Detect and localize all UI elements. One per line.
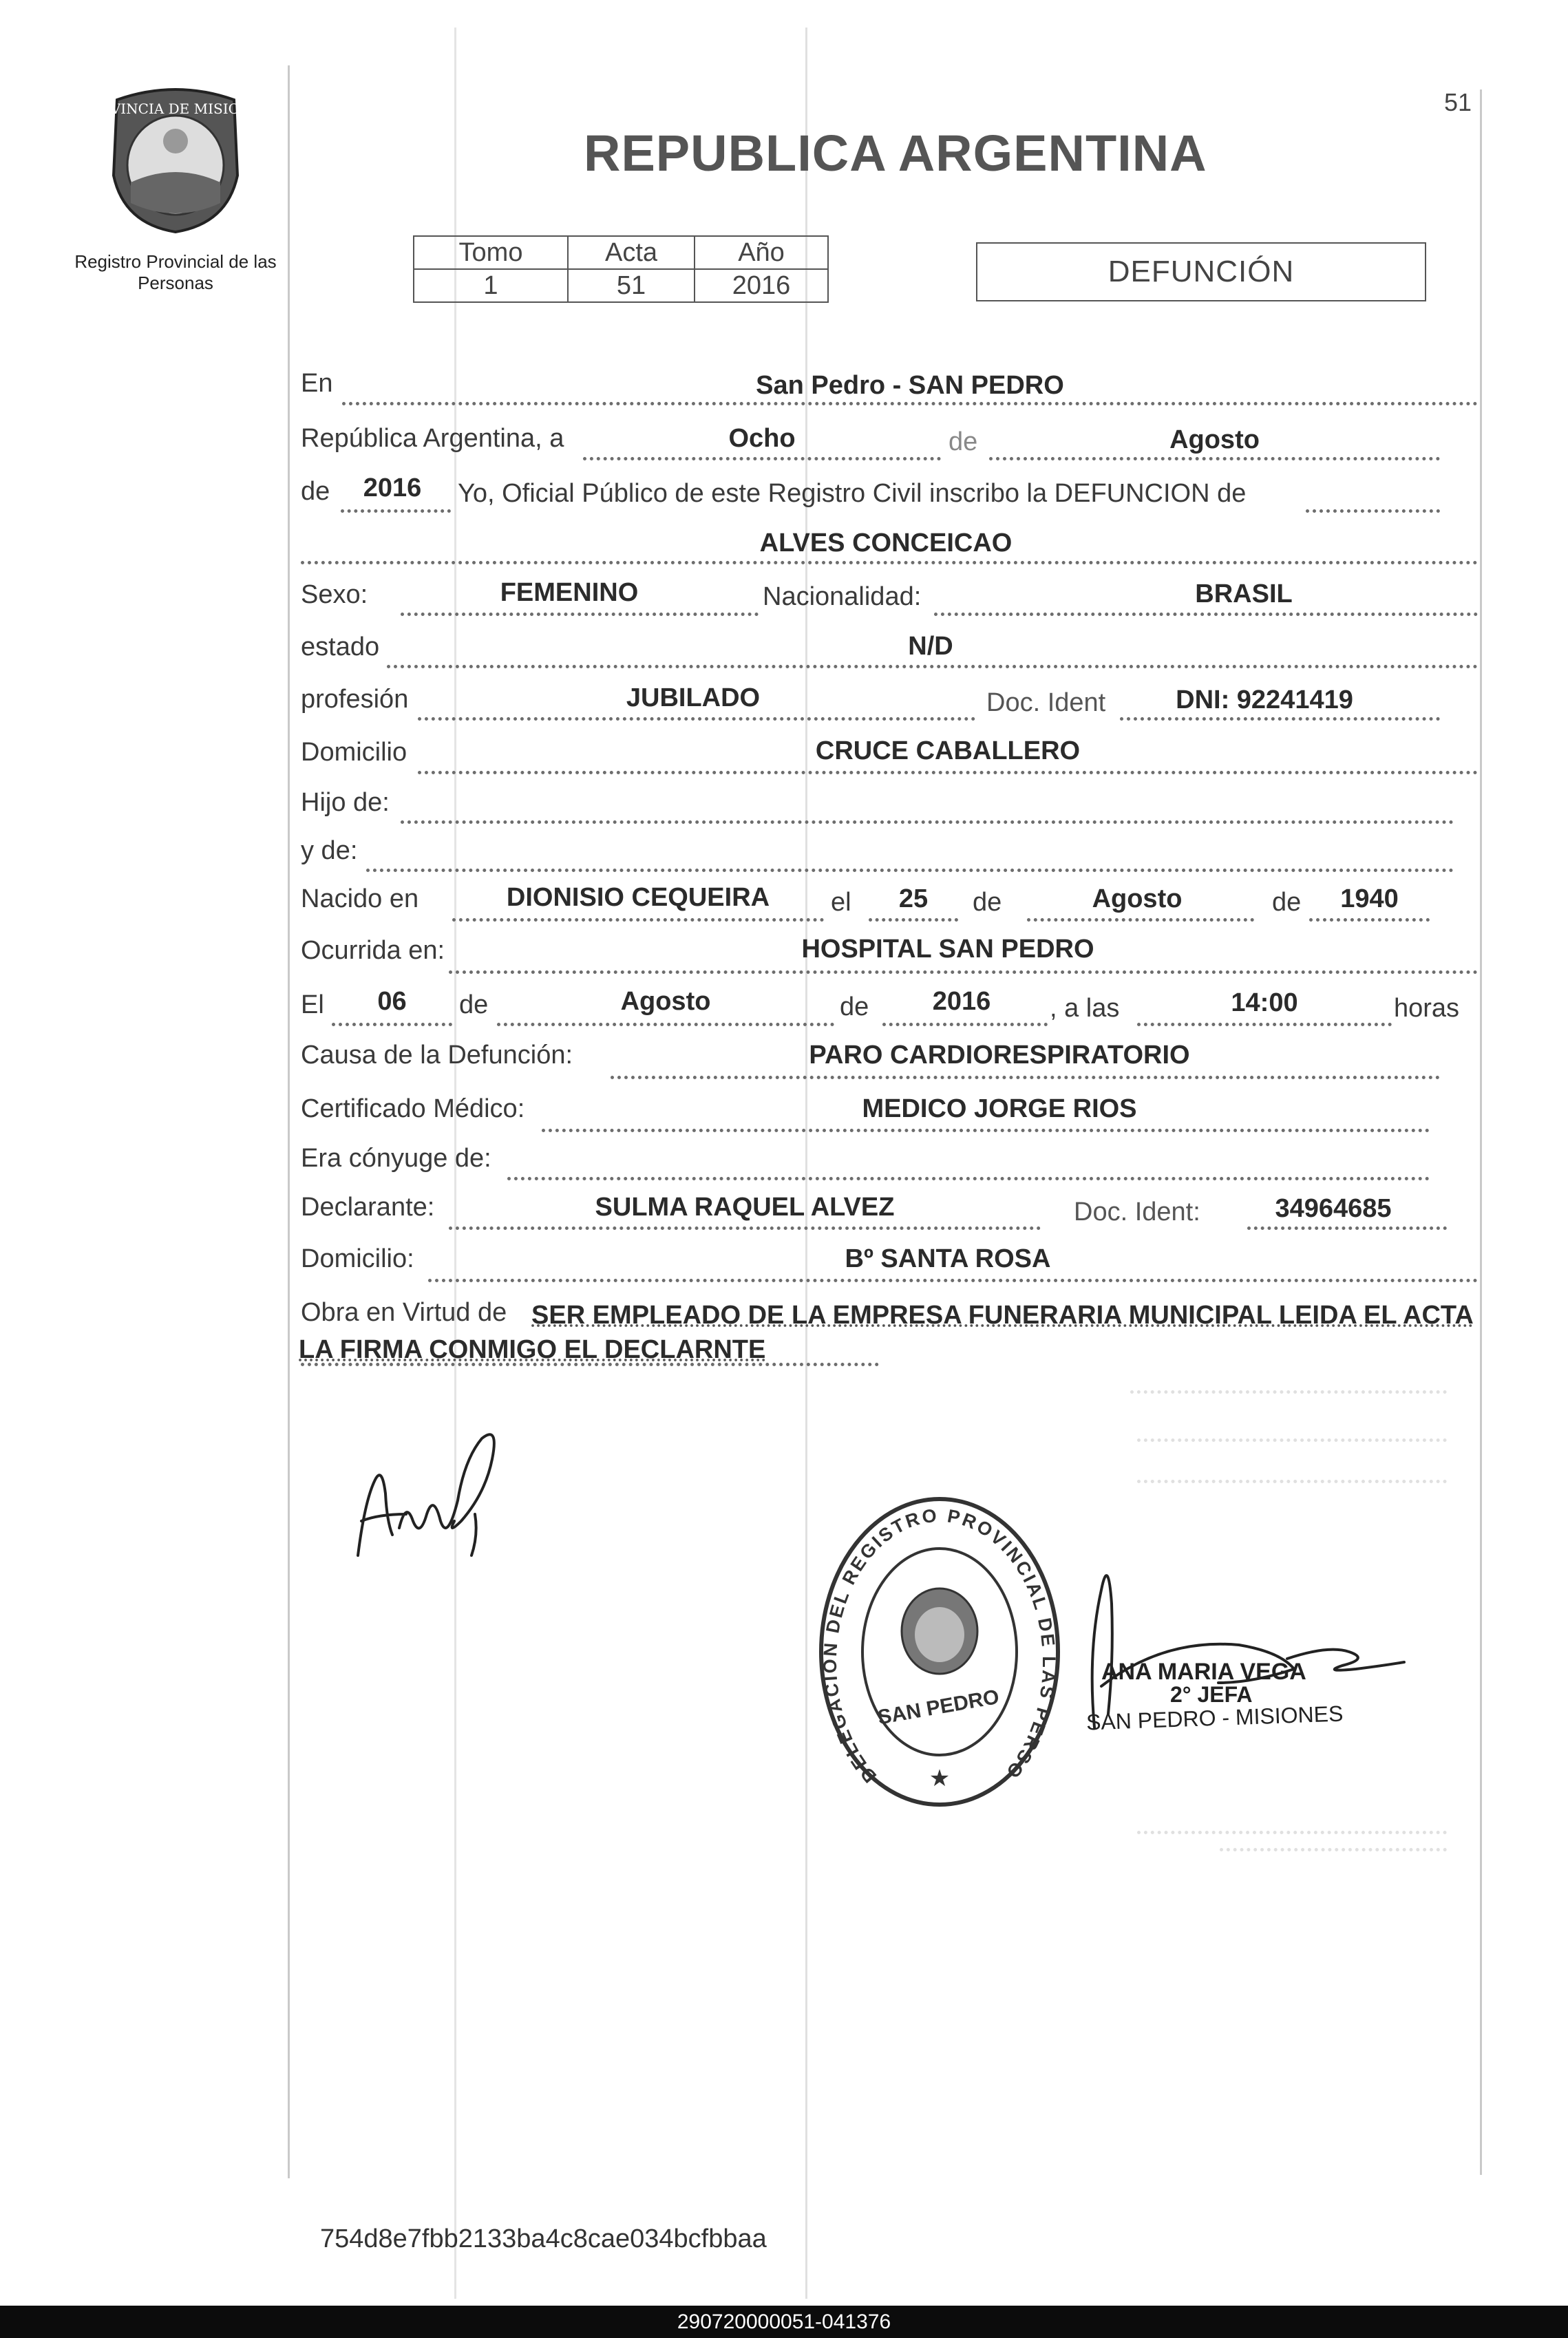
official-name: ANA MARIA VEGA <box>1101 1659 1306 1685</box>
death-day-dotline <box>332 1023 452 1026</box>
decl-doc-label: Doc. Ident: <box>1074 1198 1200 1226</box>
decl-doc-dotline <box>1247 1226 1447 1230</box>
death-time-dotline <box>1137 1023 1392 1026</box>
domicilio2-dotline <box>428 1279 1478 1282</box>
showthrough-line-5 <box>1220 1848 1447 1851</box>
day-dotline <box>583 457 941 460</box>
deceased-name: ALVES CONCEICAO <box>759 529 1013 557</box>
en-value: San Pedro - SAN PEDRO <box>756 371 1064 400</box>
svg-text:★: ★ <box>929 1765 951 1792</box>
death-year-dotline <box>882 1023 1048 1026</box>
nacido-dotline <box>452 918 824 922</box>
conyuge-dotline <box>507 1177 1430 1180</box>
obra-value <box>299 1298 1483 1367</box>
record-type: DEFUNCIÓN <box>1108 255 1295 288</box>
declarante-label: Declarante: <box>301 1193 435 1222</box>
estado-label: estado <box>301 633 380 661</box>
svg-text:PROVINCIA DE MISIONES: PROVINCIA DE MISIONES <box>80 100 271 117</box>
causa-value: PARO CARDIORESPIRATORIO <box>809 1041 1190 1070</box>
scan-line-left <box>288 65 290 2178</box>
birth-month-dotline <box>1027 918 1254 922</box>
sexo-value: FEMENINO <box>500 578 639 607</box>
year-dotline <box>341 509 451 513</box>
certificado-value: MEDICO JORGE RIOS <box>862 1094 1137 1123</box>
alas-label: , a las <box>1050 994 1120 1023</box>
scan-line-center <box>805 28 807 2299</box>
certificado-label: Certificado Médico: <box>301 1094 525 1123</box>
de-label-6: de <box>840 992 869 1021</box>
de-label-4: de <box>1272 888 1302 917</box>
obra-label: Obra en Virtud de <box>301 1298 507 1327</box>
hijo-label: Hijo de: <box>301 788 390 817</box>
nacionalidad-label: Nacionalidad: <box>763 582 922 611</box>
domicilio-dotline <box>418 771 1478 774</box>
birth-year: 1940 <box>1340 884 1399 913</box>
doc-ident-label: Doc. Ident <box>986 688 1106 717</box>
death-month: Agosto <box>620 987 711 1016</box>
showthrough-line-4 <box>1137 1831 1447 1834</box>
death-month-dotline <box>497 1023 834 1026</box>
anio-header: Año <box>695 236 828 269</box>
year-value: 2016 <box>363 474 422 502</box>
de-label-1: de <box>949 427 978 456</box>
name-dotline <box>301 561 1478 564</box>
barcode-text: 290720000051-041376 <box>677 2310 891 2333</box>
decl-doc-value: 34964685 <box>1275 1194 1392 1223</box>
svg-text:DELEGACION DEL REGISTRO PROVIN: DELEGACION DEL REGISTRO PROVINCIAL DE LAS PERSONAS <box>807 1477 1060 1787</box>
ocurrida-dotline <box>449 970 1478 974</box>
horas-label: horas <box>1394 994 1460 1023</box>
en-dotline <box>342 402 1478 405</box>
official-place: SAN PEDRO - MISIONES <box>1085 1701 1344 1735</box>
domicilio-label: Domicilio <box>301 738 407 767</box>
domicilio2-label: Domicilio: <box>301 1244 414 1273</box>
birth-year-dotline <box>1309 918 1430 922</box>
showthrough-line-2 <box>1137 1438 1447 1442</box>
death-day: 06 <box>377 987 407 1016</box>
causa-label: Causa de la Defunción: <box>301 1041 573 1070</box>
declarante-dotline <box>449 1226 1041 1230</box>
inscribo-dotline <box>1306 509 1440 513</box>
domicilio2-value: Bº SANTA ROSA <box>845 1244 1051 1273</box>
de-label-3: de <box>973 888 1002 917</box>
el-label: el <box>831 888 851 917</box>
declarante-signature <box>344 1418 509 1562</box>
declarante-value: SULMA RAQUEL ALVEZ <box>595 1193 895 1222</box>
scan-line-right <box>1480 89 1482 2175</box>
record-type-box <box>976 242 1426 301</box>
doc-ident-value: DNI: 92241419 <box>1176 686 1353 714</box>
doc-ident-dotline <box>1120 717 1440 721</box>
inscribo-text: Yo, Oficial Público de este Registro Civil inscribo la DEFUNCION de <box>458 479 1247 508</box>
page-number: 51 <box>1444 88 1472 116</box>
svg-text:SAN PEDRO: SAN PEDRO <box>876 1685 1002 1730</box>
death-year: 2016 <box>932 987 991 1016</box>
birth-day-dotline <box>869 918 958 922</box>
delegacion-stamp <box>807 1477 1063 1810</box>
acta-header: Acta <box>568 236 695 269</box>
birth-day: 25 <box>898 884 929 913</box>
yde-label: y de: <box>301 836 358 865</box>
profesion-value: JUBILADO <box>626 683 761 712</box>
estado-dotline <box>387 665 1478 668</box>
sexo-label: Sexo: <box>301 580 368 609</box>
obra-text: SER EMPLEADO DE LA EMPRESA FUNERARIA MUNICIPAL LEIDA EL ACTA LA FIRMA CONMIGO EL DECLARNTE <box>299 1301 1474 1364</box>
conyuge-label: Era cónyuge de: <box>301 1144 491 1173</box>
certificado-dotline <box>542 1129 1430 1132</box>
sexo-dotline <box>401 613 759 616</box>
republica-label: República Argentina, a <box>301 424 564 453</box>
hijo-dotline <box>401 820 1454 824</box>
official-role: 2° JEFA <box>1170 1682 1253 1707</box>
en-label: En <box>301 369 333 398</box>
birth-month: Agosto <box>1092 884 1183 913</box>
obra-dotline <box>301 1363 879 1366</box>
registro-provincial-label: Registro Provincial de las Personas <box>74 251 277 293</box>
ocurrida-label: Ocurrida en: <box>301 936 445 965</box>
nacido-value: DIONISIO CEQUEIRA <box>506 883 770 912</box>
el2-label: El <box>301 990 324 1019</box>
estado-value: N/D <box>908 632 953 661</box>
de-label-5: de <box>459 990 489 1019</box>
profesion-dotline <box>418 717 975 721</box>
profesion-label: profesión <box>301 685 409 714</box>
death-time: 14:00 <box>1231 988 1298 1017</box>
footer-bar <box>0 2306 1568 2338</box>
tomo-value: 1 <box>414 269 568 302</box>
day-value: Ocho <box>728 424 796 453</box>
yde-dotline <box>366 869 1454 872</box>
acta-value: 51 <box>568 269 695 302</box>
nacido-label: Nacido en <box>301 884 419 913</box>
month-value: Agosto <box>1169 425 1260 454</box>
document-title: REPUBLICA ARGENTINA <box>584 125 1207 182</box>
nacionalidad-dotline <box>934 613 1478 616</box>
domicilio-value: CRUCE CABALLERO <box>815 736 1081 765</box>
anio-value: 2016 <box>695 269 828 302</box>
causa-dotline <box>611 1076 1440 1079</box>
nacionalidad-value: BRASIL <box>1195 580 1293 608</box>
record-table <box>413 235 829 303</box>
de-label-2: de <box>301 477 330 506</box>
tomo-header: Tomo <box>414 236 568 269</box>
ocurrida-value: HOSPITAL SAN PEDRO <box>801 935 1094 964</box>
provincia-misiones-emblem <box>80 86 271 234</box>
showthrough-line-3 <box>1137 1480 1447 1483</box>
month-dotline <box>989 457 1440 460</box>
showthrough-line-1 <box>1130 1390 1447 1394</box>
document-hash: 754d8e7fbb2133ba4c8cae034bcfbbaa <box>320 2224 767 2253</box>
